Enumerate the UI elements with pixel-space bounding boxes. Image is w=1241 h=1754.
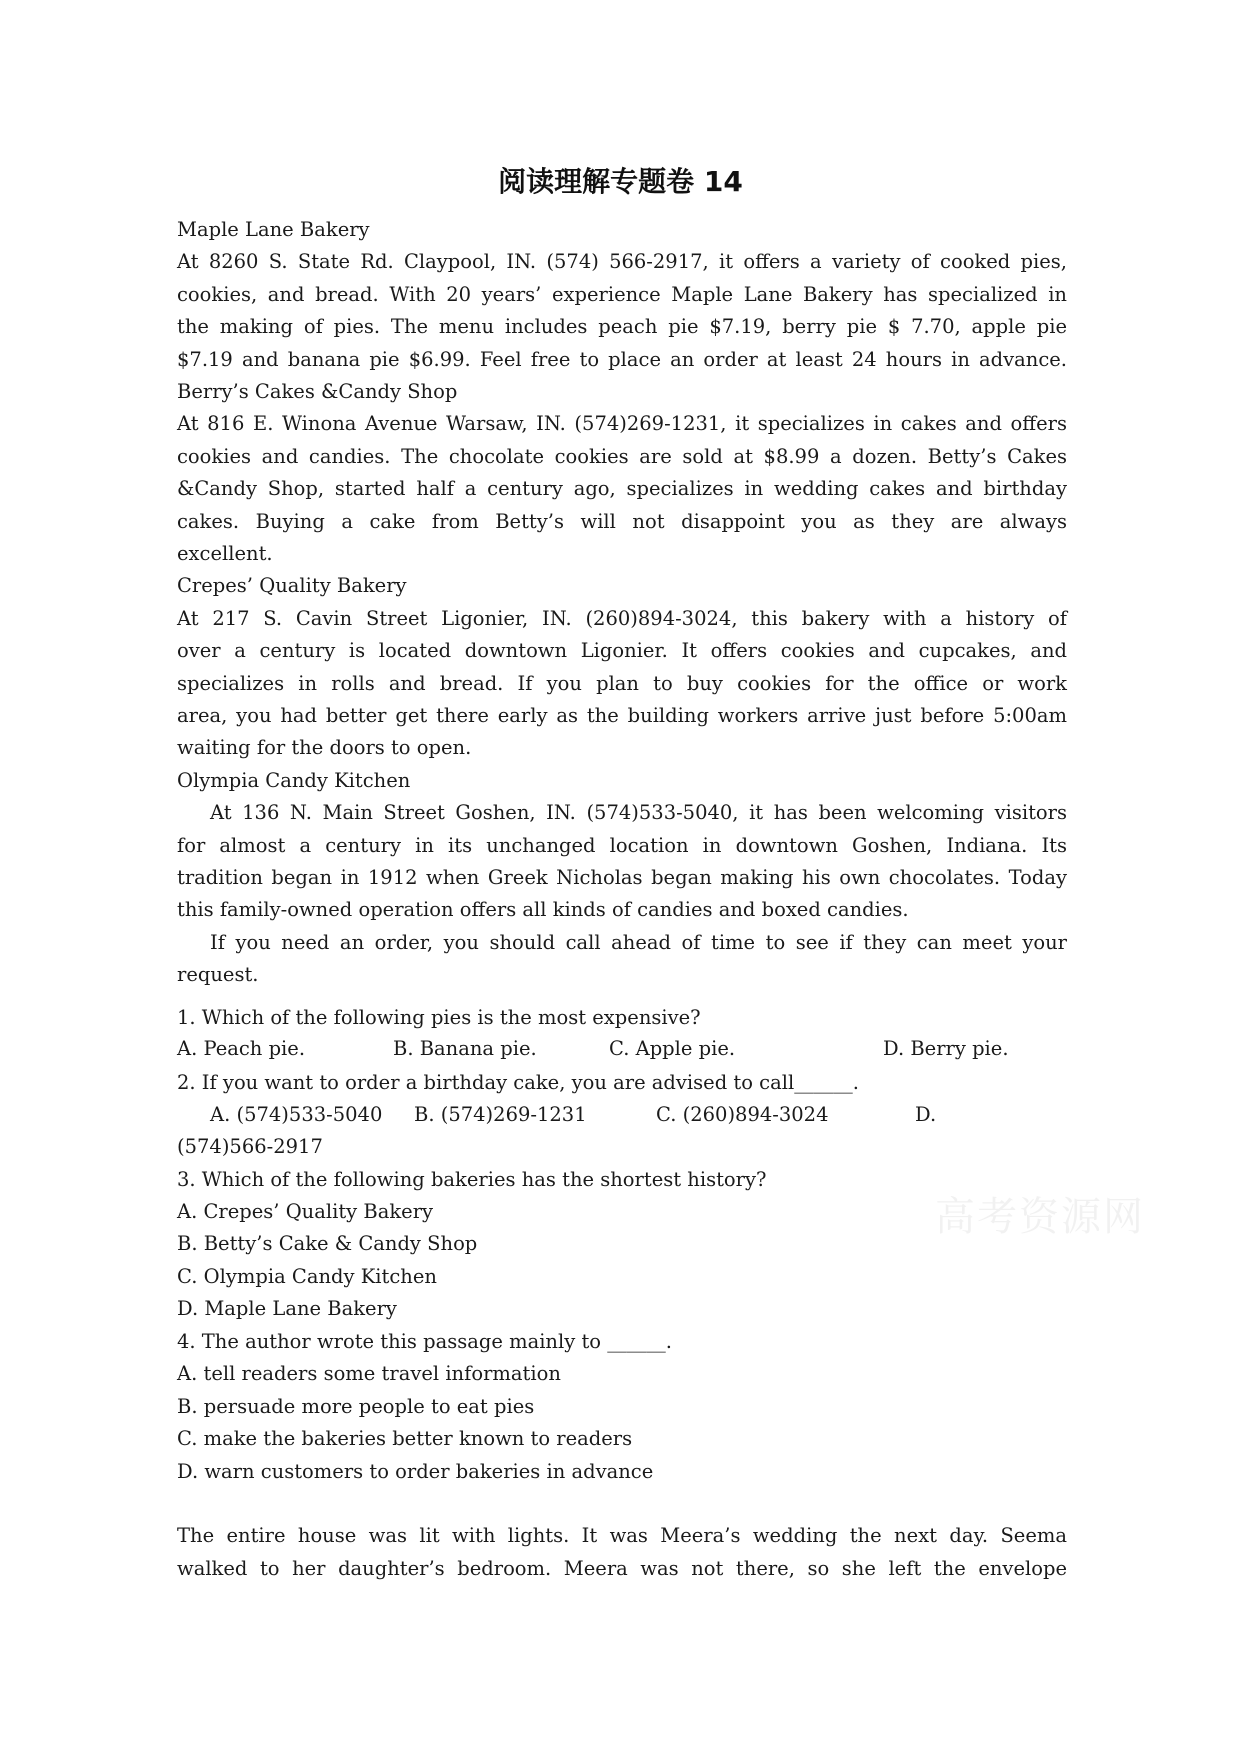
q4-option-c: C. make the bakeries better known to readers [177, 1427, 633, 1450]
question-2-options [177, 1099, 1067, 1131]
passage-1-line: Maple Lane Bakery [177, 218, 370, 241]
passage-1-line: area, you had better get there early as the building workers arrive just before 5:00am [177, 704, 1067, 727]
q1-option-d: D. Berry pie. [883, 1037, 1009, 1060]
question-3-stem: 3. Which of the following bakeries has the shortest history? [177, 1168, 767, 1191]
passage-1-line: for almost a century in its unchanged location in downtown Goshen, Indiana. Its [177, 834, 1067, 857]
q4-option-a: A. tell readers some travel information [177, 1362, 561, 1385]
passage-1-line: At 217 S. Cavin Street Ligonier, IN. (260)894-3024, this bakery with a history of [177, 607, 1067, 630]
passage-1-line: If you need an order, you should call ahead of time to see if they can meet your [210, 931, 1067, 954]
question-2-stem: 2. If you want to order a birthday cake, you are advised to call______. [177, 1071, 859, 1094]
passage-2-line: The entire house was lit with lights. It was Meera’s wedding the next day. Seema [177, 1524, 1067, 1547]
passage-1-line: cookies, and bread. With 20 years’ experience Maple Lane Bakery has specialized in [177, 283, 1067, 306]
passage-1-line: At 8260 S. State Rd. Claypool, IN. (574) 566-2917, it offers a variety of cooked pies, [177, 250, 1067, 273]
q3-option-d: D. Maple Lane Bakery [177, 1297, 397, 1320]
passage-1-line: At 816 E. Winona Avenue Warsaw, IN. (574)269-1231, it specializes in cakes and offers [177, 412, 1067, 435]
passage-1-line: cookies and candies. The chocolate cookies are sold at $8.99 a dozen. Betty’s Cakes [177, 445, 1067, 468]
q4-option-d: D. warn customers to order bakeries in advance [177, 1460, 654, 1483]
q4-option-b: B. persuade more people to eat pies [177, 1395, 535, 1418]
q2-option-d: D. [915, 1103, 937, 1126]
page-title: 阅读理解专题卷 14 [498, 165, 743, 198]
question-1-options [177, 1033, 1067, 1065]
passage-1-line: At 136 N. Main Street Goshen, IN. (574)533-5040, it has been welcoming visitors [210, 801, 1067, 824]
q3-option-a: A. Crepes’ Quality Bakery [177, 1200, 434, 1223]
passage-1-line: waiting for the doors to open. [177, 736, 472, 759]
passage-1-line: this family-owned operation offers all kinds of candies and boxed candies. [177, 898, 909, 921]
question-1-stem: 1. Which of the following pies is the most expensive? [177, 1006, 701, 1029]
watermark: 高考资源网 [935, 1194, 1145, 1240]
q1-option-a: A. Peach pie. [177, 1037, 306, 1060]
passage-1-line: over a century is located downtown Ligonier. It offers cookies and cupcakes, and [177, 639, 1067, 662]
passage-1-line: the making of pies. The menu includes peach pie $7.19, berry pie $ 7.70, apple pie [177, 315, 1067, 338]
q1-option-c: C. Apple pie. [609, 1037, 736, 1060]
passage-1-line: cakes. Buying a cake from Betty’s will not disappoint you as they are always [177, 510, 1067, 533]
q2-option-c: C. (260)894-3024 [656, 1103, 829, 1126]
q2-option-b: B. (574)269-1231 [414, 1103, 587, 1126]
passage-1-line: &Candy Shop, started half a century ago, specializes in wedding cakes and birthday [177, 477, 1067, 500]
q3-option-c: C. Olympia Candy Kitchen [177, 1265, 437, 1288]
passage-1-line: specializes in rolls and bread. If you plan to buy cookies for the office or work [177, 672, 1067, 695]
passage-1-line: $7.19 and banana pie $6.99. Feel free to place an order at least 24 hours in advance. [177, 348, 1067, 371]
passage-1-line: Crepes’ Quality Bakery [177, 574, 407, 597]
q3-option-b: B. Betty’s Cake & Candy Shop [177, 1232, 478, 1255]
passage-1-line: request. [177, 963, 259, 986]
q1-option-b: B. Banana pie. [393, 1037, 537, 1060]
question-4-stem: 4. The author wrote this passage mainly to ______. [177, 1330, 672, 1353]
passage-2-line: walked to her daughter’s bedroom. Meera was not there, so she left the envelope [177, 1557, 1067, 1580]
q2-option-d-value: (574)566-2917 [177, 1135, 323, 1158]
passage-1-line: excellent. [177, 542, 273, 565]
passage-1-line: Olympia Candy Kitchen [177, 769, 411, 792]
passage-1-line: tradition began in 1912 when Greek Nicholas began making his own chocolates. Today [177, 866, 1067, 889]
passage-1-line: Berry’s Cakes &Candy Shop [177, 380, 458, 403]
q2-option-a: A. (574)533-5040 [210, 1103, 383, 1126]
